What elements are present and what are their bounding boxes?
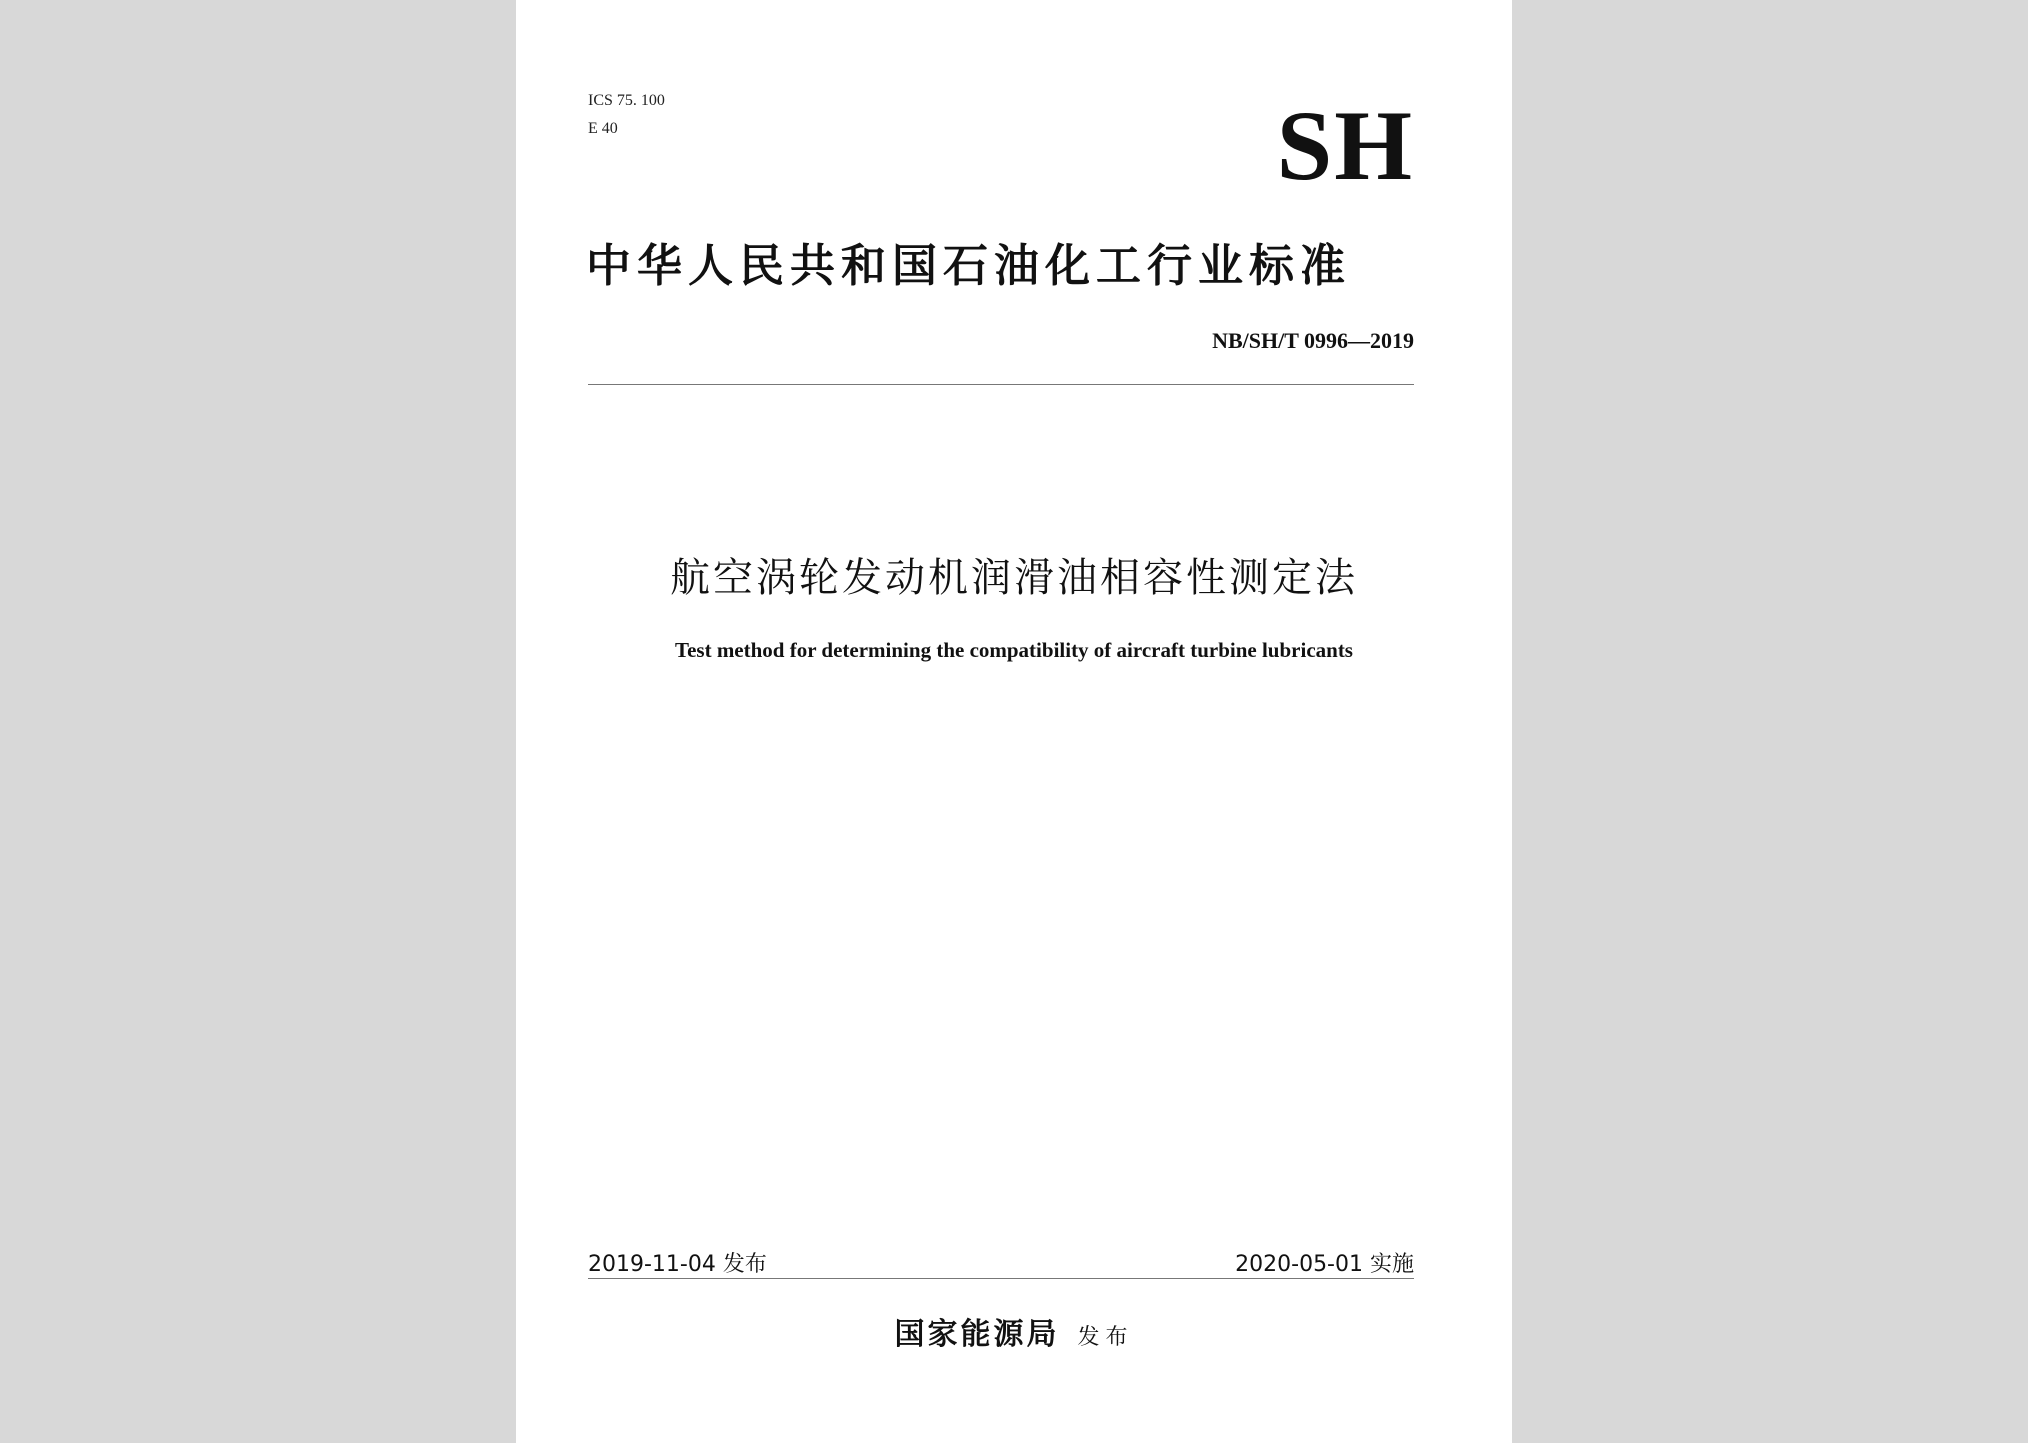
publisher-line: [516, 1309, 1512, 1353]
ics-code: ICS 75. 100: [588, 92, 665, 109]
sh-mark: SH: [1276, 90, 1414, 201]
standard-number: NB/SH/T 0996—2019: [1212, 328, 1414, 353]
publisher-action: 发布: [1077, 1325, 1134, 1350]
issue-date: 2019-11-04 发布: [588, 1252, 767, 1277]
standard-title: 中华人民共和国石油化工行业标准: [586, 239, 1352, 292]
implement-date: 2020-05-01 实施: [1235, 1252, 1414, 1277]
category-code: E 40: [588, 120, 618, 137]
footer-divider: [588, 1278, 1414, 1279]
header-divider: [588, 384, 1414, 385]
document-title-en: Test method for determining the compatibility of aircraft turbine lubricants: [675, 638, 1353, 662]
publisher-name: 国家能源局: [894, 1317, 1060, 1352]
document-page: [516, 0, 1512, 1443]
document-title-cn: 航空涡轮发动机润滑油相容性测定法: [670, 555, 1358, 601]
